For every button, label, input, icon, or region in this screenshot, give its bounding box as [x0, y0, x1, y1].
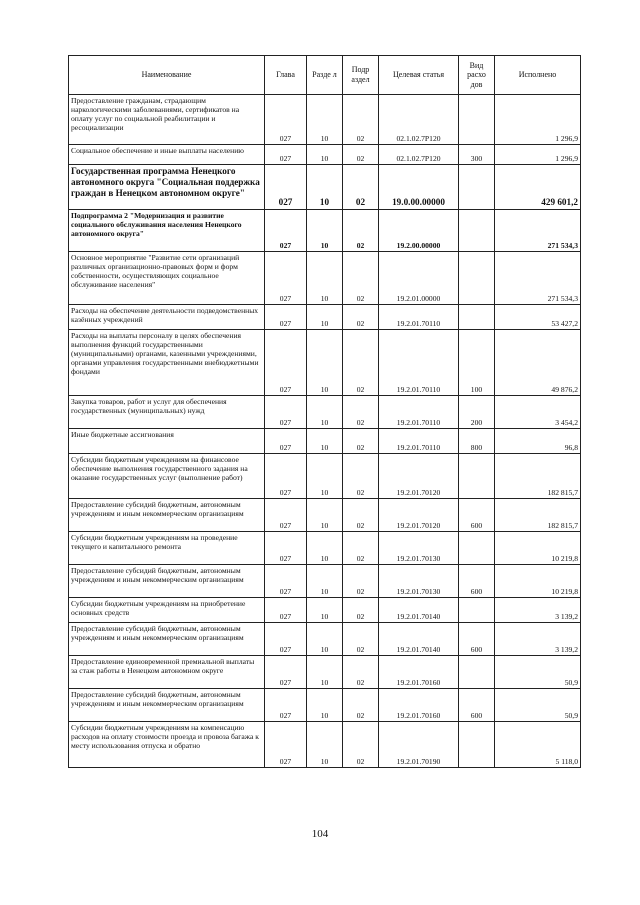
- row-amount: 3 139,2: [495, 598, 581, 623]
- row-glava: 027: [265, 210, 307, 252]
- table-row: [69, 330, 581, 396]
- row-amount: 182 815,7: [495, 454, 581, 499]
- row-vid: [459, 656, 495, 689]
- row-razdel: 10: [307, 689, 343, 722]
- row-razdel: 10: [307, 499, 343, 532]
- row-razdel: 10: [307, 165, 343, 210]
- row-name: Закупка товаров, работ и услуг для обеспечения государственных (муниципальных) нужд: [69, 396, 265, 429]
- row-podrazdel: 02: [343, 656, 379, 689]
- row-celevaya: 19.2.01.70130: [379, 565, 459, 598]
- row-podrazdel: 02: [343, 95, 379, 145]
- row-amount: 96,8: [495, 429, 581, 454]
- row-celevaya: 19.2.01.70140: [379, 598, 459, 623]
- row-razdel: 10: [307, 252, 343, 305]
- row-razdel: 10: [307, 532, 343, 565]
- table-row: [69, 623, 581, 656]
- row-amount: 50,9: [495, 656, 581, 689]
- row-amount: 53 427,2: [495, 305, 581, 330]
- row-name: Предоставление единовременной премиальной выплаты за стаж работы в Ненецком автономном округе: [69, 656, 265, 689]
- row-celevaya: 02.1.02.7Р120: [379, 145, 459, 165]
- row-vid: 100: [459, 330, 495, 396]
- row-glava: 027: [265, 330, 307, 396]
- row-amount: 429 601,2: [495, 165, 581, 210]
- row-amount: 10 219,8: [495, 532, 581, 565]
- table-row: [69, 689, 581, 722]
- row-vid: [459, 454, 495, 499]
- row-amount: 271 534,3: [495, 210, 581, 252]
- row-glava: 027: [265, 722, 307, 768]
- row-celevaya: 19.0.00.00000: [379, 165, 459, 210]
- row-amount: 271 534,3: [495, 252, 581, 305]
- row-vid: [459, 95, 495, 145]
- row-razdel: 10: [307, 396, 343, 429]
- row-glava: 027: [265, 598, 307, 623]
- header-glava: Глава: [265, 56, 307, 95]
- row-glava: 027: [265, 396, 307, 429]
- row-celevaya: 19.2.01.70160: [379, 656, 459, 689]
- table-row: [69, 252, 581, 305]
- header-podrazdel: Подр аздел: [343, 56, 379, 95]
- table-row: [69, 454, 581, 499]
- row-razdel: 10: [307, 565, 343, 598]
- row-razdel: 10: [307, 330, 343, 396]
- row-celevaya: 19.2.01.00000: [379, 252, 459, 305]
- row-razdel: 10: [307, 145, 343, 165]
- row-name: Основное мероприятие "Развитие сети организаций различных организационно-правовых форм и форм собственности, осуществляющих социальное обслуживание населения": [69, 252, 265, 305]
- row-podrazdel: 02: [343, 499, 379, 532]
- row-amount: 5 118,0: [495, 722, 581, 768]
- row-amount: 3 454,2: [495, 396, 581, 429]
- row-name: Предоставление субсидий бюджетным, автономным учреждениям и иным некоммерческим организациям: [69, 565, 265, 598]
- row-name: Предоставление гражданам, страдающим наркологическими заболеваниями, сертификатов на оплату услуг по социальной реабилитации и ресоциализации: [69, 95, 265, 145]
- table-row: [69, 210, 581, 252]
- row-celevaya: 19.2.00.00000: [379, 210, 459, 252]
- row-glava: 027: [265, 165, 307, 210]
- row-vid: 600: [459, 565, 495, 598]
- table-row: [69, 565, 581, 598]
- row-vid: 600: [459, 623, 495, 656]
- row-glava: 027: [265, 429, 307, 454]
- row-razdel: 10: [307, 598, 343, 623]
- header-celevaya: Целевая статья: [379, 56, 459, 95]
- row-name: Подпрограмма 2 "Модернизация и развитие социального обслуживания населения Ненецкого автономного округа": [69, 210, 265, 252]
- row-podrazdel: 02: [343, 165, 379, 210]
- row-celevaya: 19.2.01.70120: [379, 499, 459, 532]
- row-vid: [459, 532, 495, 565]
- row-razdel: 10: [307, 95, 343, 145]
- table-row: [69, 396, 581, 429]
- table-row: [69, 145, 581, 165]
- row-podrazdel: 02: [343, 623, 379, 656]
- row-name: Предоставление субсидий бюджетным, автономным учреждениям и иным некоммерческим организациям: [69, 689, 265, 722]
- row-amount: 1 296,9: [495, 95, 581, 145]
- row-celevaya: 19.2.01.70110: [379, 429, 459, 454]
- row-vid: 800: [459, 429, 495, 454]
- row-glava: 027: [265, 95, 307, 145]
- row-celevaya: 19.2.01.70110: [379, 330, 459, 396]
- row-name: Предоставление субсидий бюджетным, автономным учреждениям и иным некоммерческим организациям: [69, 623, 265, 656]
- row-razdel: 10: [307, 656, 343, 689]
- row-razdel: 10: [307, 305, 343, 330]
- row-vid: [459, 252, 495, 305]
- table-row: [69, 95, 581, 145]
- header-vid: Вид расхо дов: [459, 56, 495, 95]
- row-glava: 027: [265, 454, 307, 499]
- row-name: Расходы на выплаты персоналу в целях обеспечения выполнения функций государственными (муниципальными) органами, казенными учреждениями, органами управления государственными внебюджетными фондами: [69, 330, 265, 396]
- row-podrazdel: 02: [343, 305, 379, 330]
- row-celevaya: 02.1.02.7Р120: [379, 95, 459, 145]
- row-podrazdel: 02: [343, 145, 379, 165]
- row-celevaya: 19.2.01.70190: [379, 722, 459, 768]
- table-row: [69, 165, 581, 210]
- row-amount: 3 139,2: [495, 623, 581, 656]
- row-glava: 027: [265, 252, 307, 305]
- row-amount: 182 815,7: [495, 499, 581, 532]
- page-number: 104: [311, 828, 329, 840]
- row-amount: 50,9: [495, 689, 581, 722]
- row-razdel: 10: [307, 210, 343, 252]
- table-row: [69, 722, 581, 768]
- row-podrazdel: 02: [343, 396, 379, 429]
- row-name: Социальное обеспечение и иные выплаты населению: [69, 145, 265, 165]
- row-vid: [459, 210, 495, 252]
- row-razdel: 10: [307, 429, 343, 454]
- header-razdel: Разде л: [307, 56, 343, 95]
- row-name: Субсидии бюджетным учреждениям на приобретение основных средств: [69, 598, 265, 623]
- row-amount: 49 876,2: [495, 330, 581, 396]
- row-celevaya: 19.2.01.70130: [379, 532, 459, 565]
- row-vid: 300: [459, 145, 495, 165]
- row-vid: 600: [459, 499, 495, 532]
- header-name: Наименование: [69, 56, 265, 95]
- row-name: Государственная программа Ненецкого автономного округа "Социальная поддержка граждан в Ненецком автономном округе": [69, 165, 265, 210]
- row-glava: 027: [265, 305, 307, 330]
- row-name: Субсидии бюджетным учреждениям на финансовое обеспечение выполнения государственного задания на оказание государственных услуг (выполнение работ): [69, 454, 265, 499]
- row-name: Субсидии бюджетным учреждениям на проведение текущего и капитального ремонта: [69, 532, 265, 565]
- row-podrazdel: 02: [343, 454, 379, 499]
- row-name: Иные бюджетные ассигнования: [69, 429, 265, 454]
- row-podrazdel: 02: [343, 210, 379, 252]
- row-vid: [459, 598, 495, 623]
- row-name: Субсидии бюджетным учреждениям на компенсацию расходов на оплату стоимости проезда и провоза багажа к месту использования отпуска и обратно: [69, 722, 265, 768]
- table-row: [69, 499, 581, 532]
- row-name: Предоставление субсидий бюджетным, автономным учреждениям и иным некоммерческим организациям: [69, 499, 265, 532]
- row-glava: 027: [265, 145, 307, 165]
- row-vid: [459, 722, 495, 768]
- header-ispolneno: Исполнено: [495, 56, 581, 95]
- row-amount: 10 219,8: [495, 565, 581, 598]
- table-row: [69, 429, 581, 454]
- row-vid: [459, 165, 495, 210]
- budget-table: [68, 55, 581, 768]
- row-glava: 027: [265, 689, 307, 722]
- row-celevaya: 19.2.01.70110: [379, 305, 459, 330]
- row-podrazdel: 02: [343, 429, 379, 454]
- row-podrazdel: 02: [343, 330, 379, 396]
- row-celevaya: 19.2.01.70140: [379, 623, 459, 656]
- row-celevaya: 19.2.01.70160: [379, 689, 459, 722]
- row-name: Расходы на обеспечение деятельности подведомственных казённых учреждений: [69, 305, 265, 330]
- row-vid: 200: [459, 396, 495, 429]
- row-celevaya: 19.2.01.70110: [379, 396, 459, 429]
- row-podrazdel: 02: [343, 565, 379, 598]
- row-podrazdel: 02: [343, 532, 379, 565]
- row-celevaya: 19.2.01.70120: [379, 454, 459, 499]
- row-razdel: 10: [307, 623, 343, 656]
- row-glava: 027: [265, 565, 307, 598]
- table-row: [69, 305, 581, 330]
- row-podrazdel: 02: [343, 252, 379, 305]
- table-body: [69, 95, 581, 768]
- row-vid: [459, 305, 495, 330]
- table-row: [69, 532, 581, 565]
- row-podrazdel: 02: [343, 722, 379, 768]
- row-razdel: 10: [307, 722, 343, 768]
- row-glava: 027: [265, 532, 307, 565]
- table-row: [69, 598, 581, 623]
- row-glava: 027: [265, 623, 307, 656]
- row-podrazdel: 02: [343, 598, 379, 623]
- row-amount: 1 296,9: [495, 145, 581, 165]
- row-podrazdel: 02: [343, 689, 379, 722]
- row-vid: 600: [459, 689, 495, 722]
- row-glava: 027: [265, 656, 307, 689]
- table-header-row: [69, 56, 581, 95]
- table-row: [69, 656, 581, 689]
- row-glava: 027: [265, 499, 307, 532]
- row-razdel: 10: [307, 454, 343, 499]
